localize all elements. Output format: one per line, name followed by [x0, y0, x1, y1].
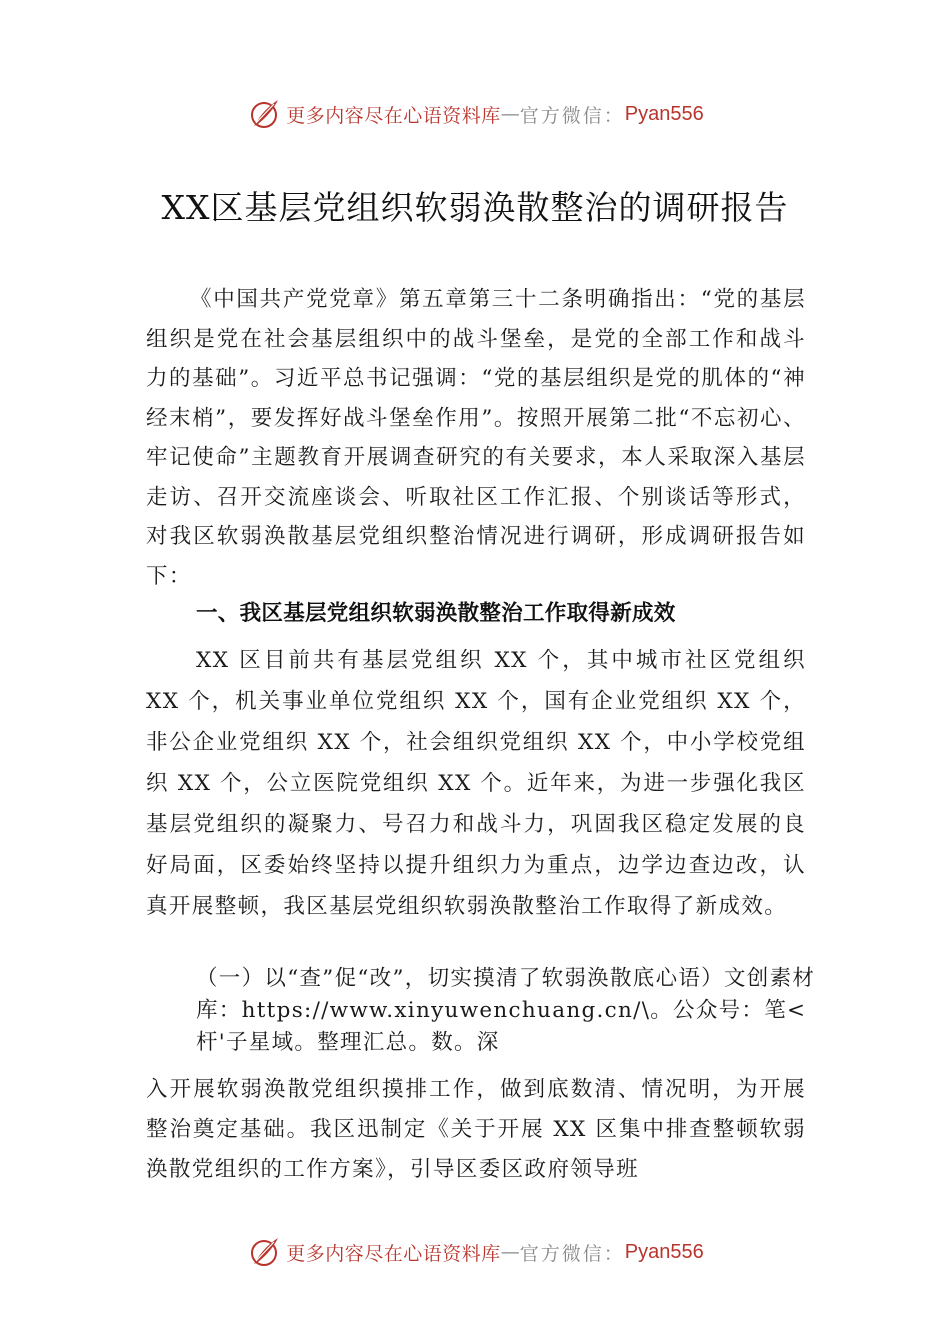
banner-separator: — — [500, 1241, 520, 1263]
banner-main-text: 更多内容尽在心语资料库 — [286, 104, 501, 127]
banner-wechat-label: 官方微信： — [519, 1242, 625, 1265]
document-title: XX区基层党组织软弱涣散整治的调研报告 — [161, 188, 789, 227]
banner-main-text: 更多内容尽在心语资料库 — [286, 1242, 501, 1265]
banner-wechat-label: 官方微信： — [519, 104, 625, 127]
banner-wechat-id: Pyan556 — [624, 1240, 704, 1263]
banner-separator: — — [500, 103, 520, 125]
header-banner — [0, 94, 950, 134]
intro-paragraph: 《中国共产党党章》第五章第三十二条明确指出：“党的基层组织是党在社会基层组织中的战斗堡垒，是党的全部工作和战斗力的基础”。习近平总书记强调：“党的基层组织是党的肌体的“神经末梢”，要发挥好战斗堡垒作用”。按照开展第二批“不忘初心、牢记使命”主题教育开展调查研究的有关要求，本人采取深入基层走访、召开交流座谈会、听取社区工作汇报、个别谈话等形式，对我区软弱涣散基层党组织整治情况进行调研，形成调研报告如下： — [146, 287, 806, 589]
subsection-1-heading: （一）以“查”促“改”，切实摸清了软弱涣散底心语）文创素材库：https://www.xinyuwenchuang.cn/\。公众号：笔<杆'子星域。整理汇总。数。深 — [196, 966, 816, 1055]
footer-banner — [0, 1232, 950, 1272]
subsection-1-paragraph: 入开展软弱涣散党组织摸排工作，做到底数清、情况明，为开展整治奠定基础。我区迅制定《关于开展 XX 区集中排查整顿软弱涣散党组织的工作方案》，引导区委区政府领导班 — [146, 1077, 806, 1182]
section-heading-1: 一、我区基层党组织软弱涣散整治工作取得新成效 — [196, 601, 676, 626]
banner-wechat-id: Pyan556 — [624, 102, 704, 125]
feather-pen-logo-icon — [246, 96, 282, 132]
section-1-paragraph: XX 区目前共有基层党组织 XX 个，其中城市社区党组织 XX 个，机关事业单位党组织 XX 个，国有企业党组织 XX 个，非公企业党组织 XX 个，社会组织党组织 XX 个，中小学校党组织 XX 个，公立医院党组织 XX 个。近年来，为进一步强化我区基层党组织的凝聚力、号召力和战斗力，巩固我区稳定发展的良好局面，区委始终坚持以提升组织力为重点，边学边查边改，认真开展整顿，我区基层党组织软弱涣散整治工作取得了新成效。 — [146, 648, 806, 919]
feather-pen-logo-icon — [246, 1234, 282, 1270]
